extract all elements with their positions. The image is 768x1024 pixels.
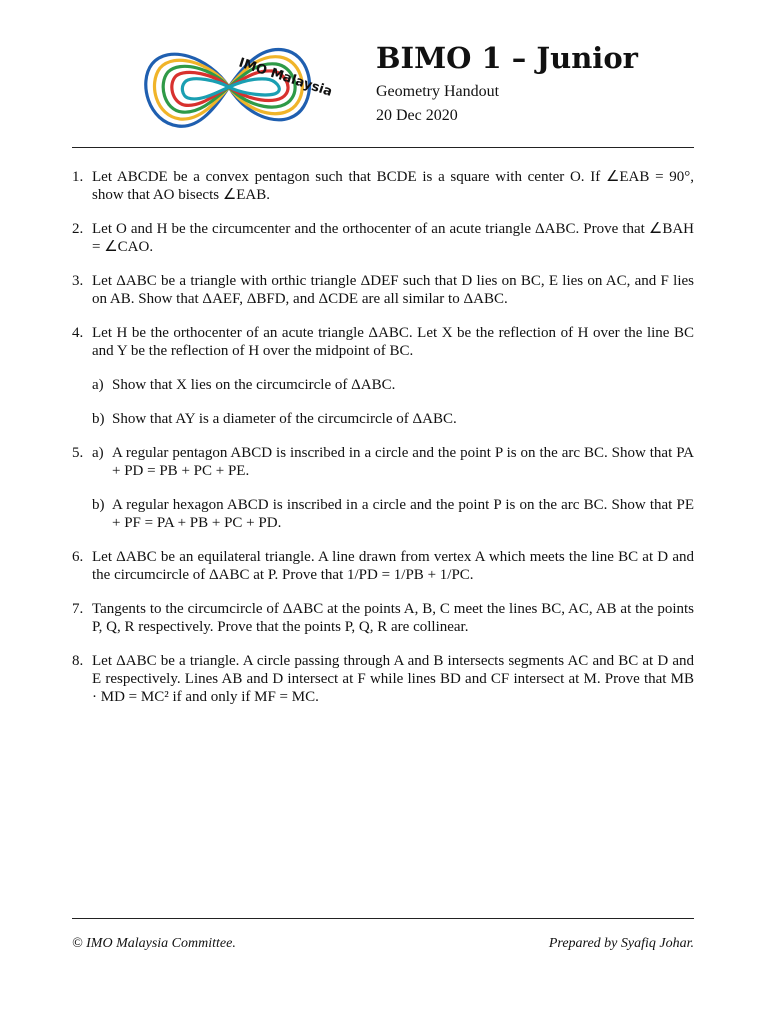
problem-5-part-a [92, 444, 694, 480]
problem-text: Let ΔABC be a triangle. A circle passing through A and B intersects segments AC and BC at D and E respectively. Lines AB and D intersect at F while lines BD and CF intersect at M. Prove that MB · MD = MC² if and only if MF = MC. [92, 653, 694, 705]
page-date: 20 Dec 2020 [376, 107, 458, 124]
problem-5 [72, 444, 694, 532]
problem-3 [72, 272, 694, 308]
problem-list [72, 168, 694, 722]
problem-4-part-a [92, 376, 694, 394]
logo-text: IMO Malaysia [236, 55, 334, 100]
part-label: a) [92, 377, 104, 393]
problem-text: Let ΔABC be an equilateral triangle. A line drawn from vertex A which meets the line BC at D and the circumcircle of ΔABC at P. Prove that 1/PD = 1/PB + 1/PC. [92, 549, 694, 583]
problem-number: 7. [72, 601, 84, 617]
problem-8 [72, 652, 694, 706]
problem-text: Let O and H be the circumcenter and the orthocenter of an acute triangle ΔABC. Prove that ∠BAH = ∠CAO. [92, 221, 694, 255]
part-label: b) [92, 411, 105, 427]
problem-number: 5. [72, 445, 84, 461]
part-text: A regular hexagon ABCD is inscribed in a circle and the point P is on the arc BC. Show that PE + PF = PA + PB + PC + PD. [112, 497, 694, 531]
problem-4 [72, 324, 694, 428]
problem-4-part-b [92, 410, 694, 428]
part-label: a) [92, 445, 104, 461]
problem-number: 8. [72, 653, 84, 669]
problem-7 [72, 600, 694, 636]
part-text: A regular pentagon ABCD is inscribed in a circle and the point P is on the arc BC. Show that PA + PD = PB + PC + PE. [112, 445, 694, 479]
footer-author: Prepared by Syafiq Johar. [548, 936, 694, 951]
page-subtitle: Geometry Handout [376, 83, 500, 100]
problem-number: 1. [72, 169, 84, 185]
part-label: b) [92, 497, 105, 513]
header [376, 40, 638, 128]
problem-text: Let ΔABC be a triangle with orthic triangle ΔDEF such that D lies on BC, E lies on AC, and F lies on AB. Show that ΔAEF, ΔBFD, and ΔCDE are all similar to ΔABC. [92, 273, 694, 307]
footer-copyright: © IMO Malaysia Committee. [72, 936, 236, 951]
problem-number: 2. [72, 221, 84, 237]
problem-number: 3. [72, 273, 84, 289]
infinity-rings-icon [138, 36, 334, 138]
problem-2 [72, 220, 694, 256]
problem-text: Let ABCDE be a convex pentagon such that BCDE is a square with center O. If ∠EAB = 90°, show that AO bisects ∠EAB. [92, 169, 694, 203]
part-text: Show that X lies on the circumcircle of ΔABC. [112, 377, 396, 393]
problem-number: 6. [72, 549, 84, 565]
problem-number: 4. [72, 325, 84, 341]
page-title: BIMO 1 – Junior [376, 41, 638, 75]
footer-divider [72, 918, 694, 919]
problem-5-part-b [92, 496, 694, 532]
part-text: Show that AY is a diameter of the circumcircle of ΔABC. [112, 411, 457, 427]
problem-text: Let H be the orthocenter of an acute triangle ΔABC. Let X be the reflection of H over the line BC and Y be the reflection of H over the midpoint of BC. [92, 325, 694, 359]
problem-6 [72, 548, 694, 584]
problem-text: Tangents to the circumcircle of ΔABC at the points A, B, C meet the lines BC, AC, AB at the points P, Q, R respectively. Prove that the points P, Q, R are collinear. [92, 601, 694, 635]
imo-malaysia-logo [138, 36, 334, 138]
problem-1 [72, 168, 694, 204]
header-divider [72, 147, 694, 148]
